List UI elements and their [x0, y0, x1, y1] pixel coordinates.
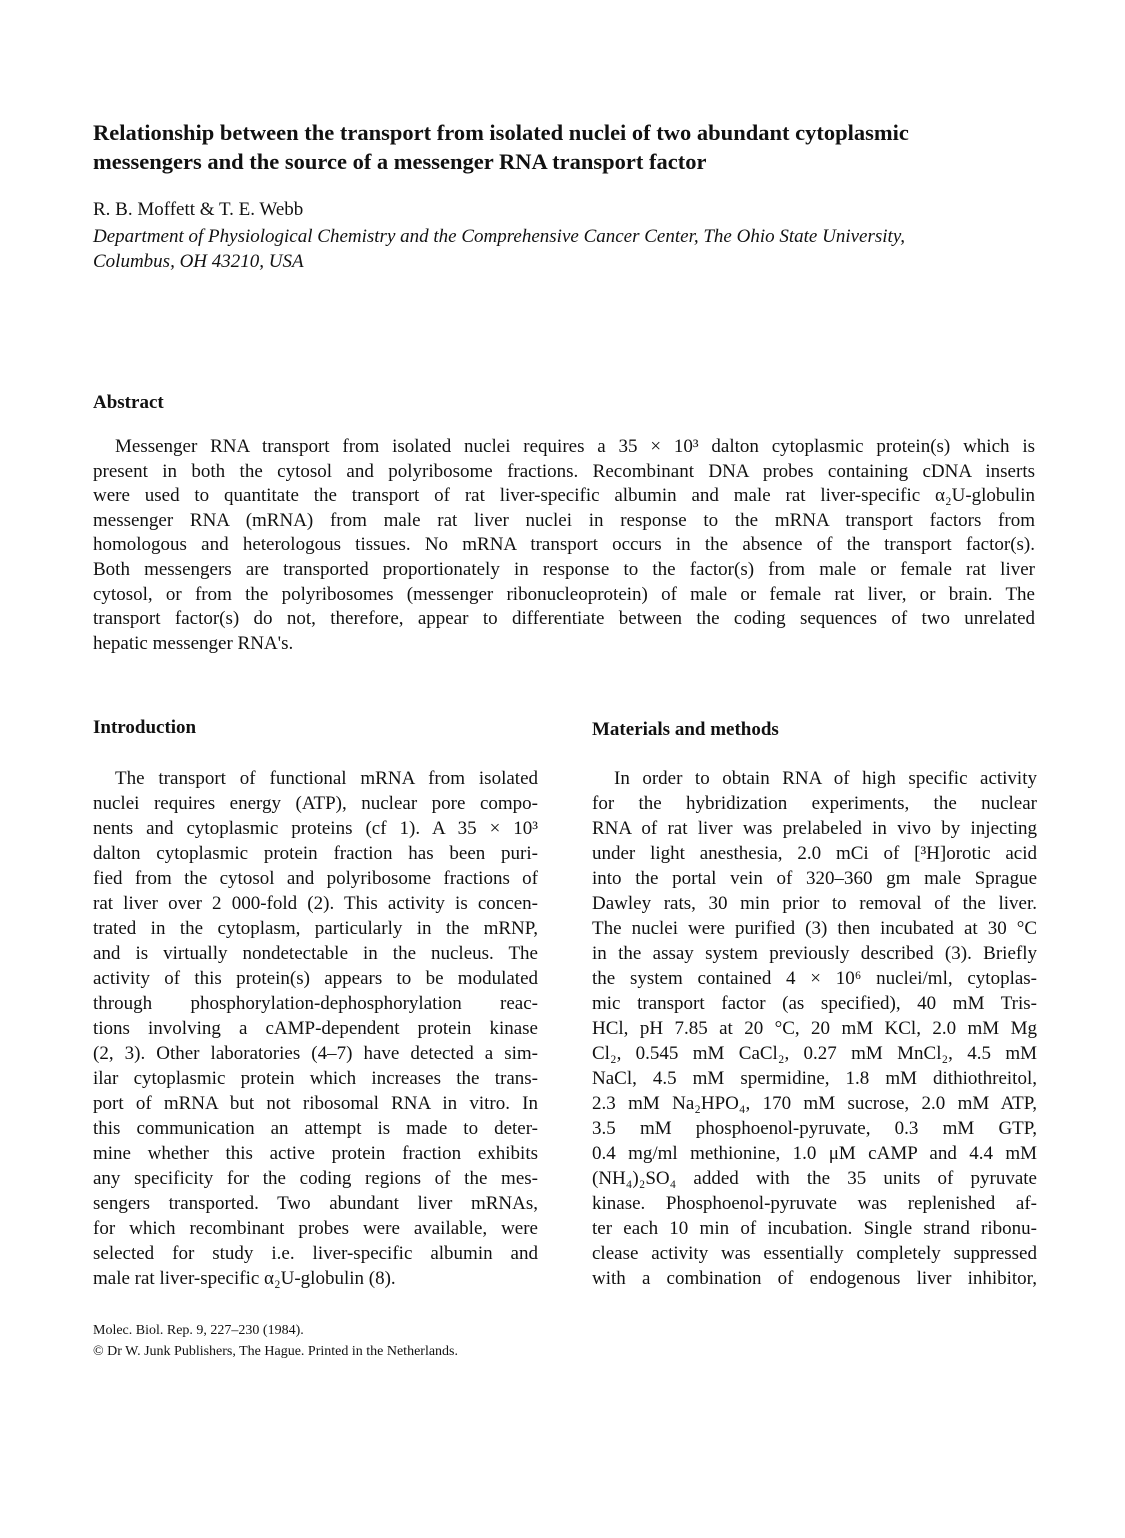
methods-line: with a combination of endogenous liver inhibitor, — [592, 1268, 1037, 1289]
methods-line: 3.5 mM phosphoenol-pyruvate, 0.3 mM GTP, — [592, 1118, 1037, 1139]
methods-line: kinase. Phosphoenol-pyruvate was replenished af- — [592, 1193, 1037, 1214]
methods-line: The nuclei were purified (3) then incubated at 30 °C — [592, 918, 1037, 939]
methods-line: for the hybridization experiments, the nuclear — [592, 793, 1037, 814]
introduction-line: male rat liver-specific α₂U-globulin (8). — [93, 1268, 396, 1289]
introduction-line: (2, 3). Other laboratories (4–7) have detected a sim- — [93, 1043, 538, 1064]
methods-line: Cl₂, 0.545 mM CaCl₂, 0.27 mM MnCl₂, 4.5 mM — [592, 1043, 1037, 1064]
journal-footer — [93, 1320, 458, 1362]
methods-line: into the portal vein of 320–360 gm male Sprague — [592, 868, 1037, 889]
abstract-line: Both messengers are transported proportionately in response to the factor(s) from male or female rat liver — [93, 558, 1035, 580]
methods-line: 2.3 mM Na₂HPO₄, 170 mM sucrose, 2.0 mM ATP, — [592, 1093, 1037, 1114]
copyright: © Dr W. Junk Publishers, The Hague. Printed in the Netherlands. — [93, 1344, 458, 1359]
methods-line: the system contained 4 × 10⁶ nuclei/ml, cytoplas- — [592, 968, 1037, 989]
affiliation — [93, 224, 905, 274]
methods-line: In order to obtain RNA of high specific activity — [614, 768, 1037, 789]
title-line-2: messengers and the source of a messenger RNA transport factor — [93, 149, 707, 174]
affiliation-line-1: Department of Physiological Chemistry and the Comprehensive Cancer Center, The Ohio State University, — [93, 226, 905, 247]
methods-body — [592, 766, 1037, 1291]
introduction-body — [93, 766, 538, 1291]
introduction-line: sengers transported. Two abundant liver mRNAs, — [93, 1193, 538, 1214]
introduction-heading: Introduction — [93, 717, 197, 738]
introduction-line: trated in the cytoplasm, particularly in the mRNP, — [93, 918, 538, 939]
introduction-line: mine whether this active protein fraction exhibits — [93, 1143, 538, 1164]
introduction-line: fied from the cytosol and polyribosome fractions of — [93, 868, 538, 889]
abstract-heading: Abstract — [93, 392, 164, 413]
abstract-line: present in both the cytosol and polyribosome fractions. Recombinant DNA probes containing cDNA inserts — [93, 460, 1035, 482]
introduction-line: activity of this protein(s) appears to be modulated — [93, 968, 538, 989]
abstract-line: Messenger RNA transport from isolated nuclei requires a 35 × 10³ dalton cytoplasmic protein(s) which is — [115, 436, 1035, 457]
introduction-line: selected for study i.e. liver-specific albumin and — [93, 1243, 538, 1264]
introduction-line: for which recombinant probes were available, were — [93, 1218, 538, 1239]
methods-line: under light anesthesia, 2.0 mCi of [³H]orotic acid — [592, 843, 1037, 864]
methods-line: in the assay system previously described (3). Briefly — [592, 943, 1037, 964]
methods-line: HCl, pH 7.85 at 20 °C, 20 mM KCl, 2.0 mM Mg — [592, 1018, 1037, 1039]
introduction-line: any specificity for the coding regions of the mes- — [93, 1168, 538, 1189]
introduction-line: rat liver over 2 000-fold (2). This activity is concen- — [93, 893, 538, 914]
methods-line: 0.4 mg/ml methionine, 1.0 μM cAMP and 4.4 mM — [592, 1143, 1037, 1164]
methods-heading: Materials and methods — [592, 719, 779, 740]
introduction-line: nents and cytoplasmic proteins (cf 1). A 35 × 10³ — [93, 818, 538, 839]
methods-line: clease activity was essentially completely suppressed — [592, 1243, 1037, 1264]
authors: R. B. Moffett & T. E. Webb — [93, 199, 304, 220]
abstract-line: messenger RNA (mRNA) from male rat liver nuclei in response to the mRNA transport factors from — [93, 509, 1035, 531]
introduction-line: port of mRNA but not ribosomal RNA in vitro. In — [93, 1093, 538, 1114]
abstract-line: cytosol, or from the polyribosomes (messenger ribonucleoprotein) of male or female rat liver, or brain. The — [93, 583, 1035, 605]
introduction-line: through phosphorylation-dephosphorylation reac- — [93, 993, 538, 1014]
methods-line: (NH₄)₂SO₄ added with the 35 units of pyruvate — [592, 1168, 1037, 1189]
introduction-line: dalton cytoplasmic protein fraction has been puri- — [93, 843, 538, 864]
title-line-1: Relationship between the transport from isolated nuclei of two abundant cytoplasmic — [93, 120, 909, 145]
abstract-line: were used to quantitate the transport of rat liver-specific albumin and male rat liver-specific α₂U-globulin — [93, 485, 1035, 507]
affiliation-line-2: Columbus, OH 43210, USA — [93, 251, 304, 272]
methods-line: mic transport factor (as specified), 40 mM Tris- — [592, 993, 1037, 1014]
methods-line: ter each 10 min of incubation. Single strand ribonu- — [592, 1218, 1037, 1239]
abstract-line: homologous and heterologous tissues. No mRNA transport occurs in the absence of the transport factor(s). — [93, 534, 1035, 556]
introduction-line: tions involving a cAMP-dependent protein kinase — [93, 1018, 538, 1039]
introduction-line: this communication an attempt is made to deter- — [93, 1118, 538, 1139]
methods-line: NaCl, 4.5 mM spermidine, 1.8 mM dithiothreitol, — [592, 1068, 1037, 1089]
abstract-line: hepatic messenger RNA's. — [93, 632, 294, 654]
abstract-body — [93, 435, 1035, 656]
abstract-line: transport factor(s) do not, therefore, appear to differentiate between the coding sequences of two unrelated — [93, 608, 1035, 630]
methods-line: RNA of rat liver was prelabeled in vivo by injecting — [592, 818, 1037, 839]
introduction-line: The transport of functional mRNA from isolated — [115, 768, 538, 789]
citation: Molec. Biol. Rep. 9, 227–230 (1984). — [93, 1323, 304, 1338]
introduction-line: and is virtually nondetectable in the nucleus. The — [93, 943, 538, 964]
introduction-line: nuclei requires energy (ATP), nuclear pore compo- — [93, 793, 538, 814]
paper-title — [93, 118, 1053, 176]
introduction-line: ilar cytoplasmic protein which increases the trans- — [93, 1068, 538, 1089]
methods-line: Dawley rats, 30 min prior to removal of the liver. — [592, 893, 1037, 914]
